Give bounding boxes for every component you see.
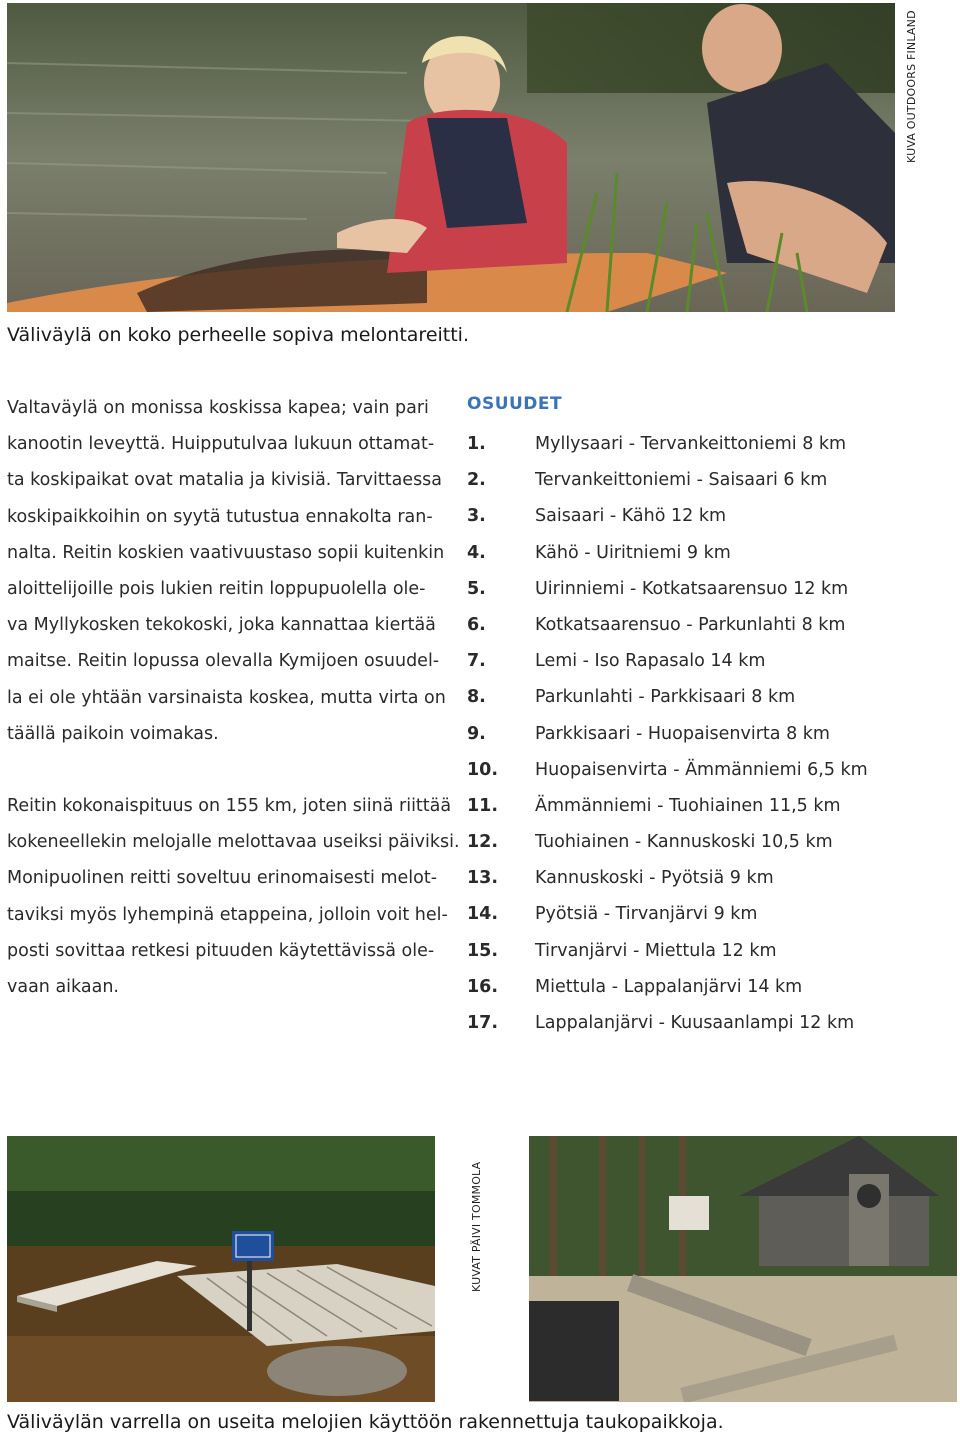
list-item [467,571,868,607]
hut-photo-illustration [529,1136,957,1402]
item-number: 14. [467,904,499,925]
item-number: 3. [467,506,486,527]
paragraph-gap [7,752,437,788]
hut-photo [529,1136,957,1402]
list-item [467,462,868,498]
item-number: 5. [467,578,486,599]
text-line: täällä paikoin voimakas. [7,723,219,744]
list-item [467,824,868,860]
item-text: Myllysaari - Tervankeittoniemi 8 km [535,434,847,454]
kayak-photo [7,3,895,312]
item-text: Parkkisaari - Huopaisenvirta 8 km [535,723,830,744]
text-line: ta koskipaikat ovat matalia ja kivisiä. Tarvittaessa [7,470,443,491]
text-line: Reitin kokonaispituus on 155 km, joten siinä riittää [7,796,452,817]
item-text: Kannuskoski - Pyötsiä 9 km [535,868,774,889]
text-line: kanootin leveyttä. Huipputulvaa lukuun ottamat- [7,434,435,455]
item-number: 9. [467,723,486,744]
dock-photo [7,1136,435,1402]
photo-credit-top: KUVA OUTDOORS FINLAND [905,10,918,163]
item-number: 15. [467,940,499,961]
list-item [467,679,868,715]
text-line: va Myllykosken tekokoski, joka kannattaa kiertää [7,615,436,636]
item-number: 11. [467,795,499,816]
list-item [467,788,868,824]
list-item [467,896,868,932]
list-item [467,752,868,788]
list-item [467,607,868,643]
text-line: taviksi myös lyhempinä etappeina, jolloin voit hel- [7,904,448,925]
sections-list [467,426,868,1041]
list-item [467,1005,868,1041]
text-line: posti sovittaa retkesi pituuden käytettävissä ole- [7,940,435,961]
paragraph-2 [7,788,460,1005]
list-item [467,426,868,462]
item-number: 4. [467,542,486,563]
text-line: Valtaväylä on monissa koskissa kapea; vain pari [7,398,429,418]
item-text: Tirvanjärvi - Miettula 12 km [535,940,777,961]
item-text: Tuohiainen - Kannuskoski 10,5 km [535,832,833,853]
item-text: Kähö - Uiritniemi 9 km [535,542,731,563]
list-item [467,498,868,534]
item-text: Kotkatsaarensuo - Parkunlahti 8 km [535,614,846,635]
text-line: maitse. Reitin lopussa olevalla Kymijoen osuudel- [7,651,440,672]
item-text: Miettula - Lappalanjärvi 14 km [535,976,803,997]
text-line: Monipuolinen reitti soveltuu erinomaisesti melot- [7,868,438,889]
item-text: Ämmänniemi - Tuohiainen 11,5 km [535,795,841,816]
list-item [467,535,868,571]
item-text: Parkunlahti - Parkkisaari 8 km [535,687,796,708]
item-text: Pyötsiä - Tirvanjärvi 9 km [535,904,758,925]
kayak-photo-illustration [7,3,895,312]
article-body [7,390,460,1005]
item-number: 10. [467,759,499,780]
list-item [467,643,868,679]
item-number: 8. [467,687,486,708]
item-text: Lappalanjärvi - Kuusaanlampi 12 km [535,1013,855,1033]
item-number: 6. [467,614,486,635]
item-text: Huopaisenvirta - Ämmänniemi 6,5 km [535,759,868,780]
list-item [467,933,868,969]
item-number: 2. [467,470,486,491]
text-line: koskipaikkoihin on syytä tutustua ennakolta ran- [7,506,433,527]
text-line: nalta. Reitin koskien vaativuustaso sopii kuitenkin [7,542,445,563]
photo-caption-top: Väliväylä on koko perheelle sopiva melontareitti. [7,324,470,346]
text-line: vaan aikaan. [7,977,119,997]
item-text: Saisaari - Kähö 12 km [535,506,727,527]
item-number: 13. [467,868,499,889]
item-number: 17. [467,1013,499,1033]
dock-photo-illustration [7,1136,435,1402]
photo-credit-bottom: KUVAT PÄIVI TOMMOLA [470,1161,483,1292]
list-item [467,860,868,896]
text-line: kokeneellekin melojalle melottavaa useiksi päiviksi. [7,832,460,853]
item-text: Lemi - Iso Rapasalo 14 km [535,651,766,672]
list-item [467,716,868,752]
item-number: 1. [467,434,486,454]
sections-heading: OSUUDET [467,394,563,414]
list-item [467,969,868,1005]
paragraph-1 [7,390,446,752]
item-number: 12. [467,832,499,853]
text-line: la ei ole yhtään varsinaista koskea, mutta virta on [7,687,446,708]
item-text: Tervankeittoniemi - Saisaari 6 km [535,470,828,491]
photo-caption-bottom: Väliväylän varrella on useita melojien käyttöön rakennettuja taukopaikkoja. [7,1411,724,1433]
item-text: Uirinniemi - Kotkatsaarensuo 12 km [535,578,849,599]
text-line: aloittelijoille pois lukien reitin loppupuolella ole- [7,578,426,599]
item-number: 7. [467,651,486,672]
item-number: 16. [467,976,499,997]
